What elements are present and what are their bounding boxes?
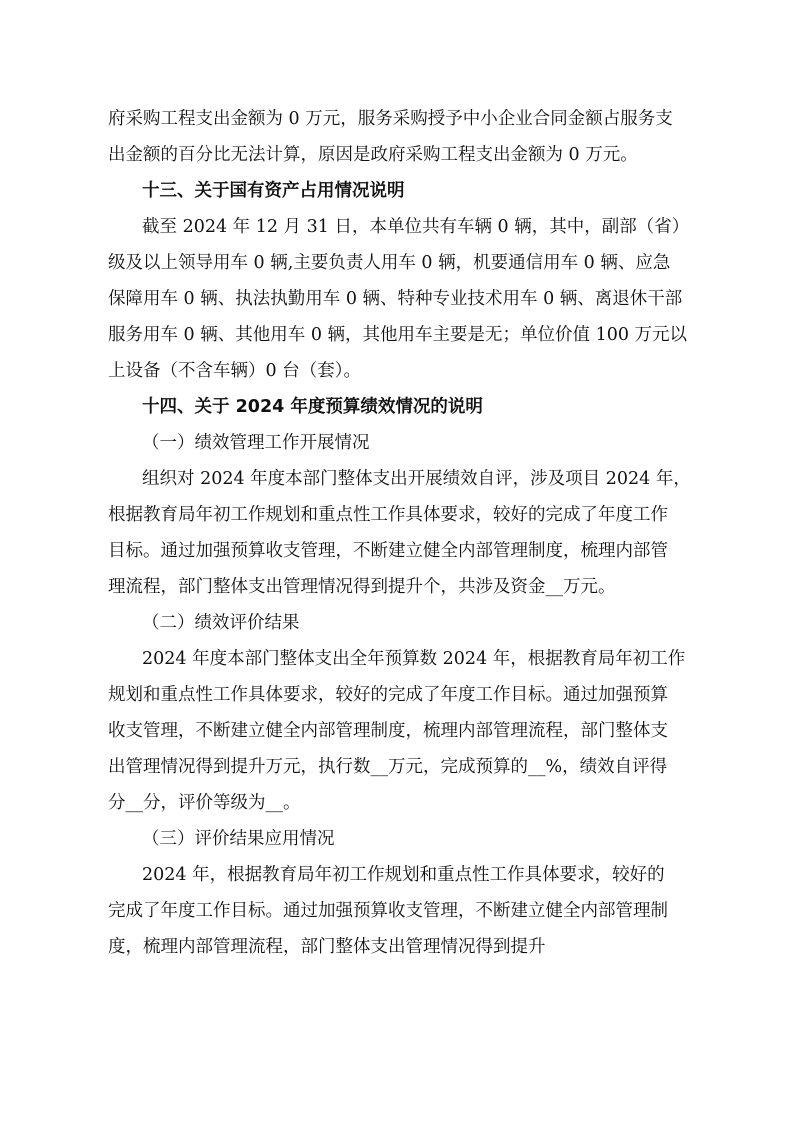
subsection-1-heading: （一）绩效管理工作开展情况: [142, 433, 370, 453]
paragraph-line: 收支管理，不断建立健全内部管理制度，梳理内部管理流程，部门整体支: [108, 721, 668, 741]
paragraph-line: 分__分，评价等级为__。: [108, 793, 301, 813]
paragraph-line: 出管理情况得到提升万元，执行数__万元，完成预算的__%，绩效自评得: [108, 757, 668, 777]
subsection-2-heading: （二）绩效评价结果: [142, 613, 300, 633]
paragraph-line: 出金额的百分比无法计算，原因是政府采购工程支出金额为 0 万元。: [108, 145, 638, 165]
paragraph-line: 2024 年，根据教育局年初工作规划和重点性工作具体要求，较好的: [142, 865, 665, 885]
paragraph-line: 级及以上领导用车 0 辆,主要负责人用车 0 辆，机要通信用车 0 辆、应急: [108, 253, 671, 273]
paragraph-line: 上设备（不含车辆）0 台（套）。: [108, 361, 361, 381]
paragraph-line: 目标。通过加强预算收支管理，不断建立健全内部管理制度，梳理内部管: [108, 541, 668, 561]
paragraph-line: 服务用车 0 辆、其他用车 0 辆，其他用车主要是无；单位价值 100 万元以: [108, 325, 688, 345]
paragraph-line: 组织对 2024 年度本部门整体支出开展绩效自评，涉及项目 2024 年，: [142, 469, 691, 489]
paragraph-line: 完成了年度工作目标。通过加强预算收支管理，不断建立健全内部管理制: [108, 901, 668, 921]
paragraph-line: 截至 2024 年 12 月 31 日，本单位共有车辆 0 辆，其中，副部（省）: [142, 217, 690, 237]
section-13-heading: 十三、关于国有资产占用情况说明: [142, 181, 405, 201]
paragraph-line: 规划和重点性工作具体要求，较好的完成了年度工作目标。通过加强预算: [108, 685, 668, 705]
paragraph-line: 根据教育局年初工作规划和重点性工作具体要求，较好的完成了年度工作: [108, 505, 668, 525]
paragraph-line: 2024 年度本部门整体支出全年预算数 2024 年，根据教育局年初工作: [142, 649, 686, 669]
paragraph-line: 度，梳理内部管理流程，部门整体支出管理情况得到提升: [108, 937, 546, 957]
subsection-3-heading: （三）评价结果应用情况: [142, 829, 335, 849]
section-14-heading: 十四、关于 2024 年度预算绩效情况的说明: [142, 397, 483, 417]
paragraph-line: 理流程，部门整体支出管理情况得到提升个，共涉及资金__万元。: [108, 577, 616, 597]
paragraph-line: 府采购工程支出金额为 0 万元，服务采购授予中小企业合同金额占服务支: [108, 109, 673, 129]
paragraph-line: 保障用车 0 辆、执法执勤用车 0 辆、特种专业技术用车 0 辆、离退休干部: [108, 289, 683, 309]
